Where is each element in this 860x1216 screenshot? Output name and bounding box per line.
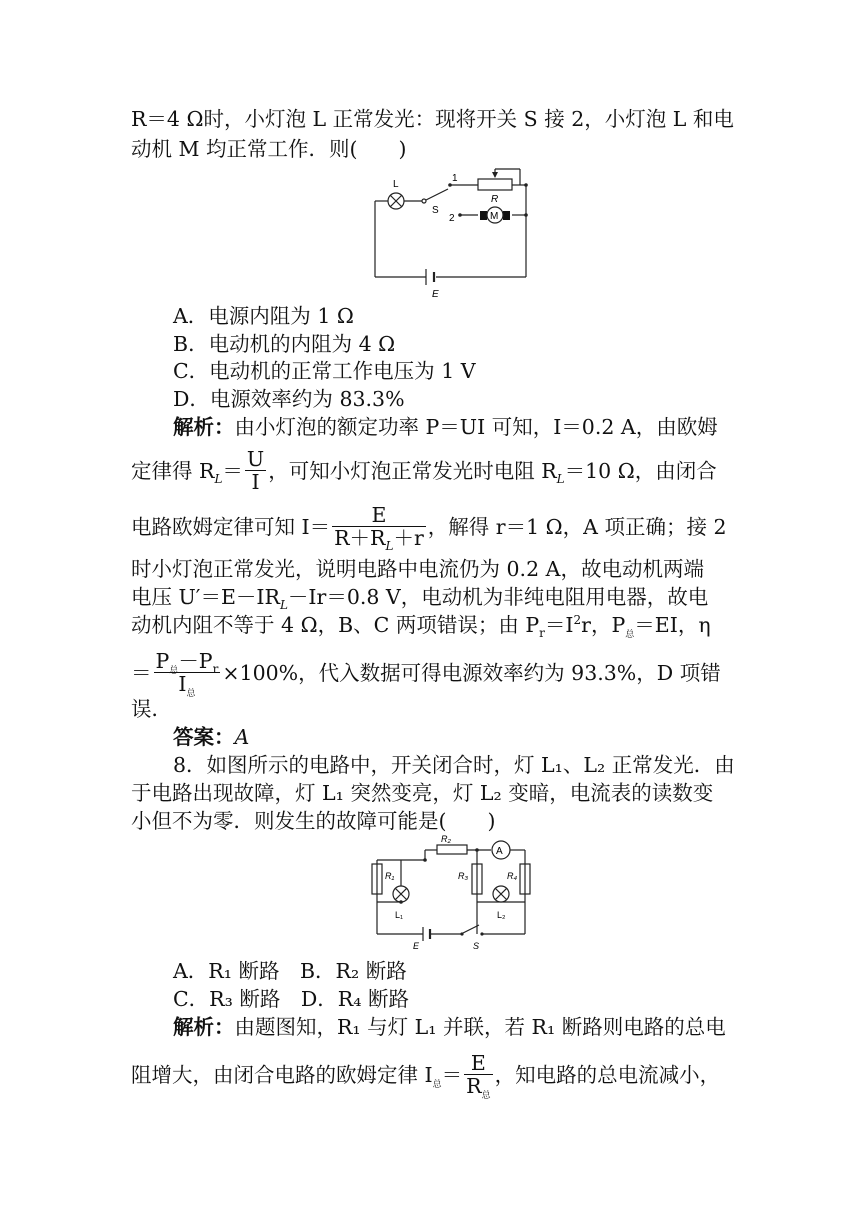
q7-frac-num-p: [154, 649, 221, 677]
q7-answer-value: A: [234, 725, 250, 749]
q7-fig-label-1: 1: [452, 173, 458, 184]
q8-options-line-2: C．R₃ 断路 D．R₄ 断路: [173, 987, 409, 1011]
q7-fig-label-2: 2: [449, 213, 455, 224]
q7-sup-2: 2: [573, 613, 582, 628]
q8-analysis-2a: 阻增大，由闭合电路的欧姆定律 I: [131, 1063, 433, 1087]
q7-fraction-u-over-i: [245, 448, 266, 493]
q8-fig-label-ammeter: A: [496, 846, 503, 857]
q8-sub-zong-1: 总: [432, 1080, 442, 1091]
q7-sub-zong-2: 总: [169, 666, 179, 677]
q7-frac-den-itotal: [154, 672, 221, 700]
q7-analysis-7a: ＝: [131, 661, 152, 685]
q7-analysis-line-6: [131, 610, 729, 640]
q8-frac-num-e: E: [464, 1052, 492, 1075]
q7-frac-num-p-2: －P: [178, 649, 213, 673]
q8-fig-label-r3: R₃: [458, 871, 469, 881]
q7-analysis-line-4: 时小灯泡正常发光，说明电路中电流仍为 0.2 A，故电动机两端: [131, 557, 704, 581]
q7-analysis-6d: ＝EI，η: [634, 613, 711, 637]
q7-frac-den-r: [332, 526, 426, 554]
q8-stem-line-3: 小但不为零．则发生的故障可能是( ): [131, 809, 496, 833]
q7-fig-label-S: S: [432, 205, 439, 216]
q7-analysis-text-1: 由小灯泡的额定功率 P＝UI 可知，I＝0.2 A，由欧姆: [234, 415, 718, 439]
q8-fig-label-s: S: [473, 941, 480, 951]
q8-options-line-1: A．R₁ 断路 B．R₂ 断路: [173, 959, 407, 983]
q8-frac-den: [464, 1074, 492, 1102]
q7-frac-den-part-1: R＋R: [334, 526, 386, 550]
q7-fig-label-M: M: [490, 211, 499, 222]
q8-fraction-e-over-r: [464, 1051, 492, 1102]
q7-option-a: A．电源内阻为 1 Ω: [173, 304, 354, 328]
q7-sub-r: r: [539, 626, 545, 641]
q8-analysis-2b: ，知电路的总电流减小，: [494, 1063, 721, 1087]
q7-frac-den-i: I: [251, 470, 260, 494]
q8-frac-den-r: R: [466, 1074, 482, 1098]
q8-analysis-line-2: [131, 1051, 729, 1102]
q7-analysis-line-2: [131, 447, 729, 495]
q7-option-b: B．电动机的内阻为 4 Ω: [173, 332, 396, 356]
q7-fraction-e-over-r: [332, 503, 426, 554]
q7-option-c: C．电动机的正常工作电压为 1 V: [173, 359, 476, 383]
q8-fig-label-l1: L₁: [395, 910, 404, 920]
q7-stem-line-2: 动机 M 均正常工作．则( ): [131, 137, 407, 161]
q8-stem-line-2: 于电路出现故障，灯 L₁ 突然变亮，灯 L₂ 变暗，电流表的读数变: [131, 781, 714, 805]
q8-circuit-diagram: [365, 832, 545, 957]
q7-analysis-label: 解析：: [173, 415, 235, 439]
q7-analysis-3a: 电路欧姆定律可知 I＝: [131, 515, 331, 539]
q8-fig-label-r2: R₂: [441, 834, 451, 844]
q7-analysis-7b: ×100%，代入数据可得电源效率约为 93.3%，D 项错: [222, 661, 721, 685]
q8-fig-label-r1: R₁: [385, 871, 395, 881]
q7-sub-zong-1: 总: [625, 630, 635, 641]
q7-answer-label: 答案：: [173, 725, 235, 749]
q7-analysis-6c: r，P: [581, 613, 626, 637]
q7-frac-num-p-1: P: [155, 649, 170, 673]
q7-analysis-line-7: [131, 649, 729, 700]
q7-frac-num-u: U: [246, 447, 265, 471]
q7-analysis-2a: 定律得 R: [131, 459, 215, 483]
q7-fig-label-R: R: [491, 194, 499, 205]
q8-fig-label-l2: L₂: [497, 910, 506, 920]
q7-analysis-line-5: [131, 582, 729, 612]
q7-circuit-diagram: [360, 165, 540, 305]
q7-analysis-2c: ＝10 Ω，由闭合: [564, 459, 717, 483]
q7-analysis-6a: 动机内阻不等于 4 Ω，B、C 两项错误；由 P: [131, 613, 540, 637]
q7-eq-1: ＝: [222, 459, 243, 483]
q7-frac-num-e: E: [332, 504, 426, 527]
q8-fig-label-r4: R₄: [507, 871, 518, 881]
q7-sub-L-3: L: [385, 539, 394, 554]
q7-analysis-line-1: [173, 412, 771, 442]
q8-analysis-line-1: [173, 1012, 771, 1042]
q8-fig-label-e: E: [413, 941, 420, 951]
q7-fraction-efficiency: [154, 649, 221, 700]
q7-fig-label-L: L: [393, 179, 399, 190]
q7-analysis-2b: ，可知小灯泡正常发光时电阻 R: [268, 459, 557, 483]
q7-sub-L-2: L: [556, 472, 565, 487]
q8-sub-zong-2: 总: [481, 1091, 491, 1102]
q7-option-d: D．电源效率约为 83.3%: [173, 387, 405, 411]
q8-eq: ＝: [441, 1063, 463, 1087]
q7-frac-den-i2: I: [178, 672, 187, 696]
q7-fig-label-E: E: [432, 289, 439, 300]
q7-frac-den-part-2: ＋r: [393, 526, 424, 550]
q7-answer-line: [173, 722, 771, 752]
q7-sub-zong-3: 总: [186, 689, 196, 700]
q7-analysis-5b: －Ir＝0.8 V，电动机为非纯电阻用电器，故电: [287, 585, 709, 609]
q7-sub-r-2: r: [212, 662, 219, 677]
q7-sub-L-1: L: [214, 472, 223, 487]
q7-analysis-line-3: [131, 503, 729, 554]
q8-stem-line-1: 8．如图所示的电路中，开关闭合时，灯 L₁、L₂ 正常发光．由: [173, 753, 735, 777]
q7-sub-L-4: L: [279, 598, 288, 613]
q8-analysis-text-1: 由题图知，R₁ 与灯 L₁ 并联，若 R₁ 断路则电路的总电: [234, 1015, 726, 1039]
q7-analysis-5a: 电压 U′＝E－IR: [131, 585, 280, 609]
q7-analysis-line-8: 误．: [131, 697, 172, 721]
q7-stem-line-1: R＝4 Ω时，小灯泡 L 正常发光：现将开关 S 接 2，小灯泡 L 和电: [131, 107, 734, 131]
q7-analysis-6b: ＝I: [544, 613, 574, 637]
q8-analysis-label: 解析：: [173, 1015, 235, 1039]
q7-analysis-3b: ，解得 r＝1 Ω，A 项正确；接 2: [427, 515, 727, 539]
